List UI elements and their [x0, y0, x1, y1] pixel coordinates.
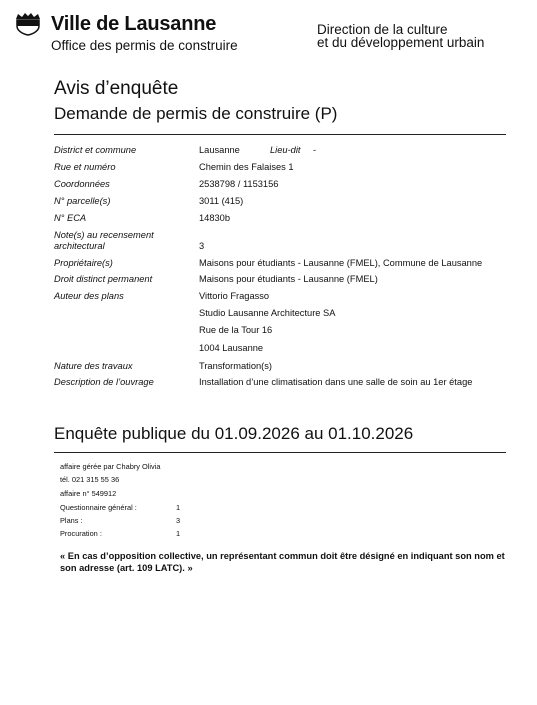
- field-label: Description de l’ouvrage: [54, 377, 154, 387]
- city-name: Ville de Lausanne: [51, 13, 217, 35]
- field-label: Auteur des plans: [54, 291, 124, 301]
- doc-count-value: 1: [176, 529, 181, 538]
- field-label: Rue et numéro: [54, 162, 116, 172]
- page-title: Avis d’enquête: [54, 78, 179, 99]
- divider: [54, 134, 506, 135]
- direction-line1: Direction de la culture: [317, 22, 448, 37]
- lausanne-coat-of-arms-icon: [14, 12, 42, 36]
- enquete-period: Enquête publique du 01.09.2026 au 01.10.2026: [54, 424, 414, 443]
- doc-count-label: Questionnaire général :: [60, 503, 137, 512]
- phone: tél. 021 315 55 36: [60, 475, 120, 484]
- field-label: N° ECA: [54, 213, 87, 223]
- direction-line2: et du développement urbain: [317, 35, 485, 50]
- doc-count-label: Plans :: [60, 516, 83, 525]
- field-value: Installation d’une climatisation dans une salle de soin au 1er étage: [199, 377, 473, 387]
- field-label: Lieu-dit: [270, 145, 301, 155]
- field-label: Note(s) au recensement: [54, 230, 154, 240]
- field-value: Chemin des Falaises 1: [199, 162, 294, 172]
- field-label: Propriétaire(s): [54, 258, 113, 268]
- field-value: Studio Lausanne Architecture SA: [199, 308, 336, 318]
- opposition-notice: « En cas d’opposition collective, un représentant commun doit être désigné en indiquant son nom et son adresse (art. 109 LATC). »: [60, 551, 505, 573]
- field-value: 1004 Lausanne: [199, 343, 264, 353]
- field-label: architectural: [54, 241, 105, 251]
- field-value: 3011 (415): [199, 196, 244, 206]
- case-manager: affaire gérée par Chabry Olivia: [60, 462, 161, 471]
- field-value: 14830b: [199, 213, 231, 223]
- case-number: affaire n° 549912: [60, 489, 117, 498]
- doc-count-value: 3: [176, 516, 181, 525]
- field-value: Transformation(s): [199, 361, 273, 371]
- doc-count-value: 1: [176, 503, 181, 512]
- doc-count-label: Procuration :: [60, 529, 102, 538]
- office-name: Office des permis de construire: [51, 38, 238, 53]
- page-subtitle: Demande de permis de construire (P): [54, 104, 338, 123]
- field-value: Maisons pour étudiants - Lausanne (FMEL), Commune de Lausanne: [199, 258, 483, 268]
- field-value: Lausanne: [199, 145, 240, 155]
- field-value: 2538798 / 1153156: [199, 179, 279, 189]
- divider: [54, 452, 506, 453]
- field-label: Coordonnées: [54, 179, 110, 189]
- field-value: Vittorio Fragasso: [199, 291, 270, 301]
- field-label: N° parcelle(s): [54, 196, 111, 206]
- field-value: Rue de la Tour 16: [199, 325, 273, 335]
- field-label: District et commune: [54, 145, 137, 155]
- field-label: Droit distinct permanent: [54, 274, 153, 284]
- field-value: -: [313, 145, 317, 155]
- field-value: Maisons pour étudiants - Lausanne (FMEL): [199, 274, 378, 284]
- field-label: Nature des travaux: [54, 361, 133, 371]
- field-value: 3: [199, 241, 205, 251]
